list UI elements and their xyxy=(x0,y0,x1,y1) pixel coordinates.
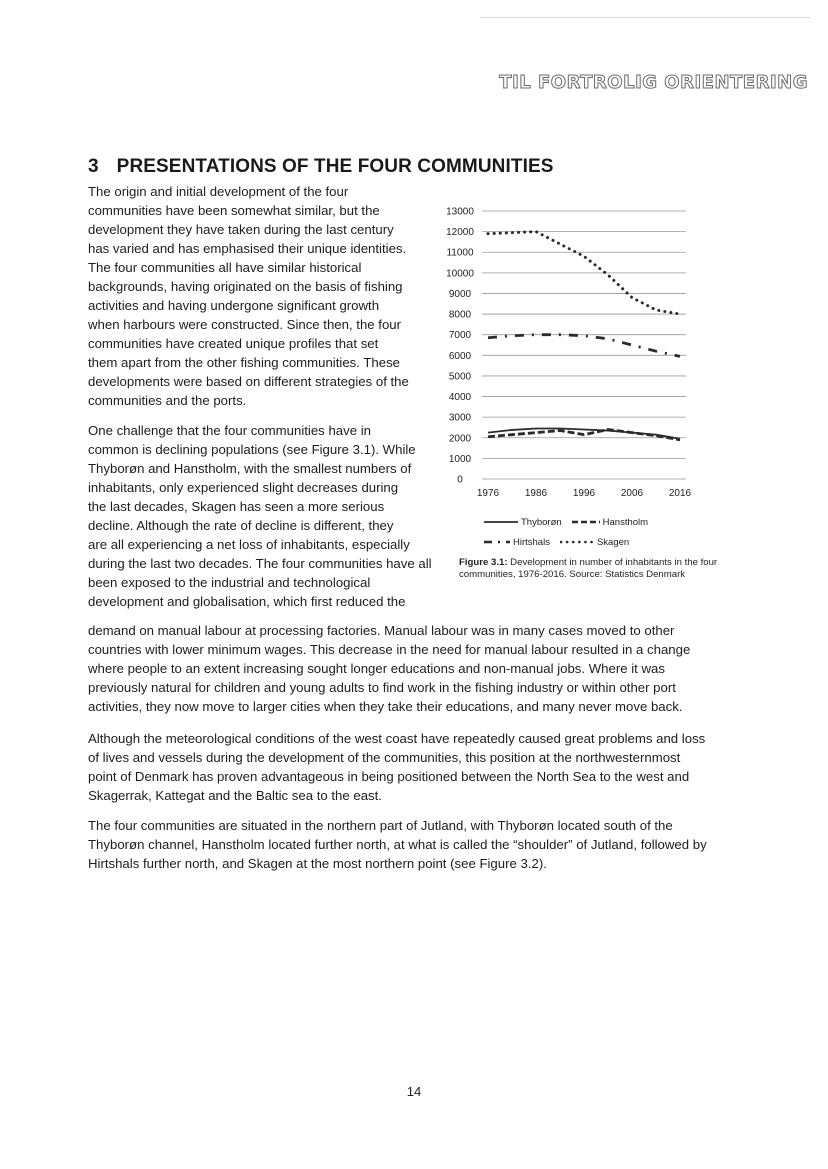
text-line: Thyborøn and Hanstholm, with the smallest numbers of xyxy=(88,461,412,476)
figure-caption-label: Figure 3.1: xyxy=(459,557,508,568)
text-line: Although the meteorological conditions of the west coast have repeatedly caused great problems and loss xyxy=(88,731,706,746)
series-line-hirtshals xyxy=(488,335,680,357)
paragraph-3 xyxy=(88,729,738,805)
paragraph-2-continued xyxy=(88,621,738,716)
header-rule xyxy=(480,17,810,18)
y-tick-label: 5000 xyxy=(448,371,472,383)
text-line: when harbours were constructed. Since then, the four xyxy=(88,317,402,332)
legend-swatch-thyboron xyxy=(484,519,518,525)
text-line: common is declining populations (see Figure 3.1). While xyxy=(88,442,416,457)
legend-label-hirtshals: Hirtshals xyxy=(513,536,550,548)
x-tick-label: 2016 xyxy=(668,488,692,499)
text-line: them apart from the other fishing communities. These xyxy=(88,355,401,370)
text-line: Skagerrak, Kattegat and the Baltic sea to the east. xyxy=(88,788,382,803)
y-tick-label: 2000 xyxy=(448,433,472,445)
text-line: has varied and has emphasised their unique identities. xyxy=(88,241,407,256)
legend-item-hanstholm xyxy=(572,517,648,528)
left-column xyxy=(88,182,433,611)
x-tick-label: 2006 xyxy=(620,488,644,499)
y-tick-label: 4000 xyxy=(448,392,472,404)
text-line: previously natural for children and young adults to find work in the fishing industry or within other port xyxy=(88,680,676,695)
legend-item-thyboron xyxy=(484,517,562,528)
y-tick-label: 7000 xyxy=(448,330,472,342)
text-line: developments were based on different strategies of the xyxy=(88,374,409,389)
legend-item-skagen xyxy=(560,537,629,548)
x-tick-label: 1976 xyxy=(476,488,500,499)
text-line: Thyborøn channel, Hanstholm located further north, at what is called the “shoulder” of Jutland, followed by xyxy=(88,837,707,852)
text-line: are all experiencing a net loss of inhabitants, especially xyxy=(88,537,410,552)
paragraph-4 xyxy=(88,816,738,873)
legend-label-hanstholm: Hanstholm xyxy=(602,516,649,528)
text-line: development and globalisation, which first reduced the xyxy=(88,594,406,609)
text-line: countries with lower minimum wages. This decrease in the need for manual labour resulted in a change xyxy=(88,642,691,657)
x-tick-label: 1996 xyxy=(572,488,596,499)
text-line: The four communities all have similar historical xyxy=(88,260,362,275)
legend-row-1 xyxy=(478,512,708,532)
text-line: decline. Although the rate of decline is different, they xyxy=(88,518,394,533)
y-tick-label: 12000 xyxy=(446,227,474,239)
section-number: 3 xyxy=(88,156,99,177)
legend-swatch-skagen xyxy=(560,539,594,545)
legend-label-skagen: Skagen xyxy=(596,536,630,548)
legend-row-2 xyxy=(478,532,708,552)
text-line: demand on manual labour at processing factories. Manual labour was in many cases moved to other xyxy=(88,623,675,638)
section-heading xyxy=(88,156,554,178)
text-line: One challenge that the four communities have in xyxy=(88,423,371,438)
y-tick-label: 1000 xyxy=(448,453,472,465)
y-tick-label: 8000 xyxy=(448,309,472,321)
text-line: communities have been somewhat similar, but the xyxy=(88,203,380,218)
section-title: PRESENTATIONS OF THE FOUR COMMUNITIES xyxy=(116,156,554,177)
text-line: communities have created unique profiles that set xyxy=(88,336,379,351)
text-line: The origin and initial development of the four xyxy=(88,184,349,199)
y-tick-label: 11000 xyxy=(446,247,474,259)
text-line: inhabitants, only experienced slight decreases during xyxy=(88,480,399,495)
text-line: during the last two decades. The four communities have all xyxy=(88,556,432,571)
confidential-stamp: TIL FORTROLIG ORIENTERING xyxy=(499,72,808,93)
text-line: development they have taken during the last century xyxy=(88,222,394,237)
text-line: The four communities are situated in the northern part of Jutland, with Thyborøn located south of the xyxy=(88,818,673,833)
y-tick-label: 9000 xyxy=(448,288,472,300)
y-tick-label: 6000 xyxy=(448,350,472,362)
x-tick-label: 1986 xyxy=(524,488,548,499)
legend-label-thyboron: Thyborøn xyxy=(521,516,562,528)
legend-swatch-hanstholm xyxy=(572,519,600,525)
y-tick-label: 10000 xyxy=(446,268,474,280)
text-line: Hirtshals further north, and Skagen at the most northern point (see Figure 3.2). xyxy=(88,856,547,871)
y-tick-label: 3000 xyxy=(448,412,472,424)
text-line: the last decades, Skagen has seen a more serious xyxy=(88,499,385,514)
y-tick-label: 0 xyxy=(457,474,463,486)
text-line: where people to an extent increasing sought longer educations and non-manual jobs. Where it was xyxy=(88,661,665,676)
paragraph-1 xyxy=(88,182,433,410)
text-line: of lives and vessels during the development of the communities, this position at the northwesternmost xyxy=(88,750,681,765)
text-line: activities and having undergone significant growth xyxy=(88,298,380,313)
legend-item-hirtshals xyxy=(484,537,550,548)
paragraph-2-start xyxy=(88,421,433,611)
population-chart xyxy=(436,196,706,508)
text-line: activities, they now move to larger cities when they take their educations, and many never move back. xyxy=(88,699,683,714)
figure-caption-text: Development in number of inhabitants in the four communities, 1976-2016. Source: Statistics Denmark xyxy=(459,557,718,580)
text-line: backgrounds, having originated on the basis of fishing xyxy=(88,279,403,294)
legend-swatch-hirtshals xyxy=(484,539,510,545)
y-tick-label: 13000 xyxy=(446,206,474,218)
text-line: communities and the ports. xyxy=(88,393,247,408)
text-line: point of Denmark has proven advantageous in being positioned between the North Sea to the west and xyxy=(88,769,690,784)
page-number: 14 xyxy=(406,1084,422,1099)
figure-caption xyxy=(459,557,719,581)
text-line: been exposed to the industrial and technological xyxy=(88,575,371,590)
chart-legend xyxy=(478,512,708,552)
